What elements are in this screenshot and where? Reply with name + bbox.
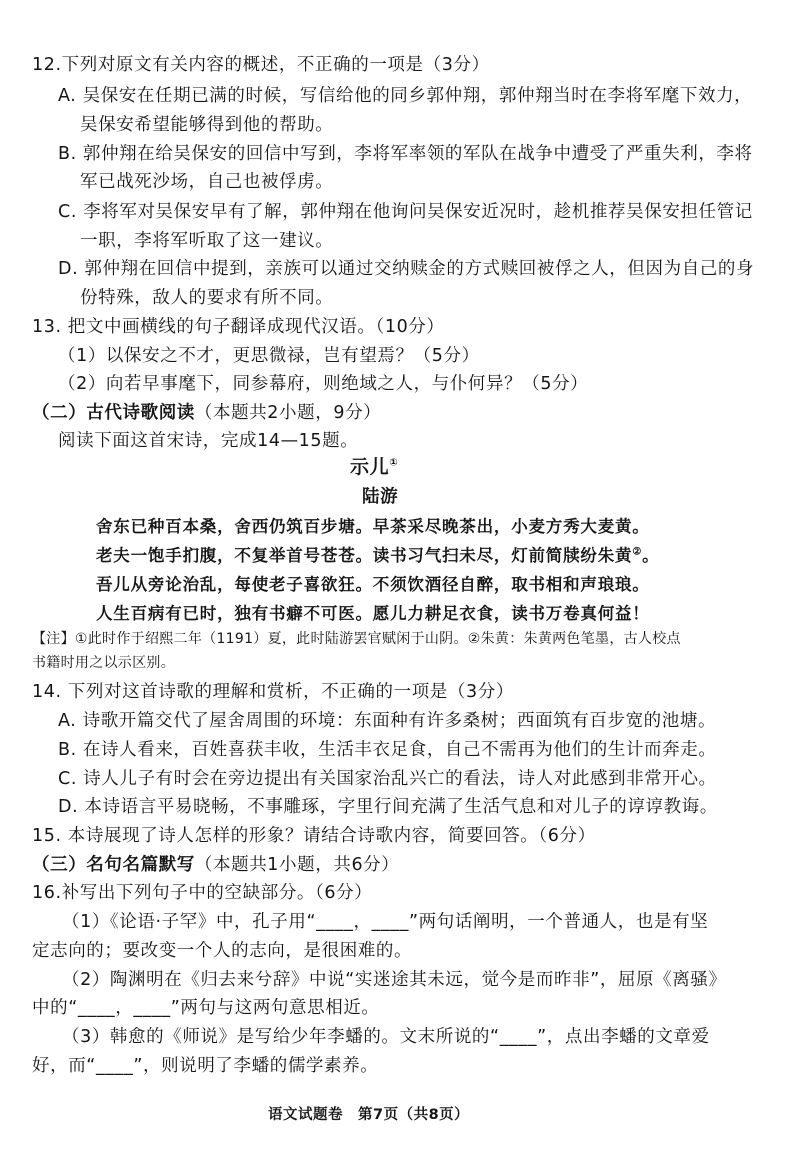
section2-heading-title: （二）古代诗歌阅读 bbox=[32, 403, 195, 423]
section2-heading bbox=[32, 400, 381, 426]
q15-stem: 15. 本诗展现了诗人怎样的形象？请结合诗歌内容，简要回答。（6分） bbox=[32, 826, 596, 846]
q12-option-d-line1: D. 郭仲翔在回信中提到，亲族可以通过交纳赎金的方式赎回被俘之人，但因为自己的身 bbox=[58, 259, 755, 279]
q14-option-a: A. 诗歌开篇交代了屋舍周围的环境：东面种有许多桑树；西面筑有百步宽的池塘。 bbox=[58, 711, 717, 731]
q13-sentence-1: （1）以保安之不才，更思微禄，岂有望焉？（5分） bbox=[58, 346, 480, 366]
q14-stem: 14. 下列对这首诗歌的理解和赏析，不正确的一项是（3分） bbox=[32, 682, 514, 702]
poem-author: 陆游 bbox=[362, 487, 399, 507]
q13-sentence-2: （2）向若早事麾下，同参幕府，则绝域之人，与仆何异？（5分） bbox=[58, 374, 589, 394]
poem-notes-line1: 【注】①此时作于绍熙二年（1191）夏，此时陆游罢官赋闲于山阴。②朱黄：朱黄两色笔墨，古人校点 bbox=[32, 631, 681, 647]
q12-option-c-line1: C. 李将军对吴保安早有了解，郭仲翔在他询问吴保安近况时，趁机推荐吴保安担任管记 bbox=[58, 202, 753, 222]
section3-heading bbox=[32, 852, 399, 878]
q14-option-b: B. 在诗人看来，百姓喜获丰收，生活丰衣足食，自己不需再为他们的生计而奔走。 bbox=[58, 740, 717, 760]
poem-line-2-text: 老夫一饱手扪腹，不复举首号苍苍。读书习气扫未尽，灯前简牍纷朱黄 bbox=[96, 546, 633, 565]
poem-line-2-note-mark: ② bbox=[632, 546, 643, 558]
poem-line-3: 吾儿从旁论治乱，每使老子喜欲狂。不须饮酒径自醉，取书相和声琅琅。 bbox=[96, 575, 650, 594]
q16-part2-line1: （2）陶渊明在《归去来兮辞》中说“实迷途其未远，觉今是而昨非”，屈原《离骚》 bbox=[62, 970, 727, 990]
q16-stem: 16.补写出下列句子中的空缺部分。（6分） bbox=[32, 883, 373, 903]
poem-title-note-mark: ① bbox=[389, 457, 399, 469]
q12-option-c-line2: 一职，李将军听取了这一建议。 bbox=[80, 231, 334, 251]
poem-line-2 bbox=[96, 543, 659, 569]
poem-line-1: 舍东已种百本桑，舍西仍筑百步塘。早茶采尽晚茶出，小麦方秀大麦黄。 bbox=[96, 517, 650, 536]
poem-title bbox=[350, 454, 398, 480]
poem-notes-line2: 书籍时用之以示区别。 bbox=[32, 655, 175, 671]
q12-option-a-line2: 吴保安希望能够得到他的帮助。 bbox=[80, 115, 334, 135]
q14-option-c: C. 诗人儿子有时会在旁边提出有关国家治乱兴亡的看法，诗人对此感到非常开心。 bbox=[58, 769, 717, 789]
q16-part1-line1: （1）《论语·子罕》中，孔子用“____，____”两句话阐明，一个普通人，也是有坚 bbox=[62, 912, 709, 932]
poem-line-4: 人生百病有已时，独有书癖不可医。愿儿力耕足衣食，读书万卷真何益！ bbox=[96, 604, 650, 623]
poem-line-2-end: 。 bbox=[642, 546, 660, 565]
q12-option-a-line1: A. 吴保安在任期已满的时候，写信给他的同乡郭仲翔，郭仲翔当时在李将军麾下效力， bbox=[58, 86, 753, 106]
section3-heading-note: （本题共1小题，共6分） bbox=[194, 855, 400, 875]
poem-title-text: 示儿 bbox=[350, 456, 390, 478]
section2-intro: 阅读下面这首宋诗，完成14—15题。 bbox=[58, 431, 359, 451]
q16-part1-line2: 定志向的；要改变一个人的志向，是很困难的。 bbox=[32, 941, 413, 961]
q16-part3-line1: （3）韩愈的《师说》是写给少年李蟠的。文末所说的“____”，点出李蟠的文章爱 bbox=[62, 1027, 710, 1047]
q16-part2-line2: 中的“____，____”两句与这两句意思相近。 bbox=[32, 998, 380, 1018]
q13-stem: 13. 把文中画横线的句子翻译成现代汉语。（10分） bbox=[32, 317, 445, 337]
section2-heading-note: （本题共2小题，9分） bbox=[194, 403, 382, 423]
page-footer: 语文试题卷 第7页（共8页） bbox=[268, 1107, 470, 1123]
section3-heading-title: （三）名句名篇默写 bbox=[32, 855, 195, 875]
q12-option-b-line1: B. 郭仲翔在给吴保安的回信中写到，李将军率领的军队在战争中遭受了严重失利，李将 bbox=[58, 144, 753, 164]
q14-option-d: D. 本诗语言平易晓畅，不事雕琢，字里行间充满了生活气息和对儿子的谆谆教诲。 bbox=[58, 797, 718, 817]
q12-option-b-line2: 军已战死沙场，自己也被俘虏。 bbox=[80, 172, 334, 192]
q16-part3-line2: 好，而“____”，则说明了李蟠的儒学素养。 bbox=[32, 1056, 379, 1076]
q12-stem: 12.下列对原文有关内容的概述，不正确的一项是（3分） bbox=[32, 55, 490, 75]
q12-option-d-line2: 份特殊，敌人的要求有所不同。 bbox=[80, 288, 334, 308]
